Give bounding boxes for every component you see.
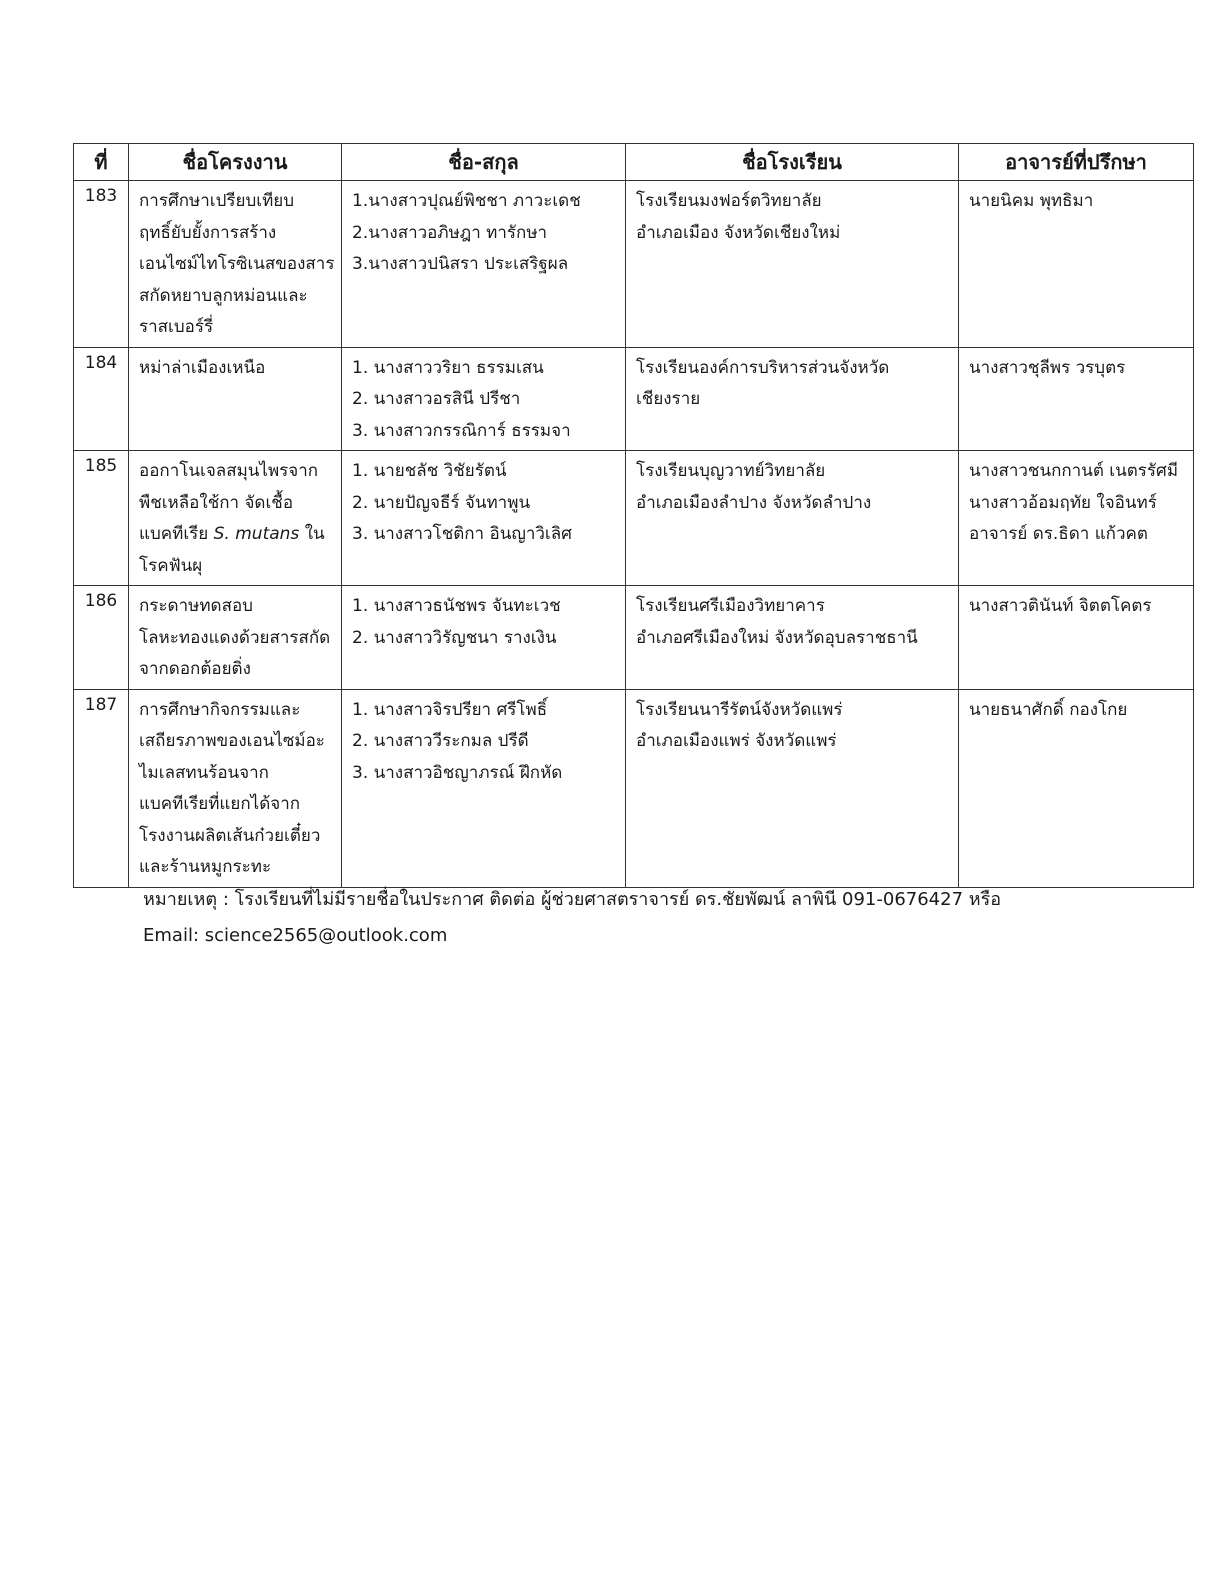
project-name-line: สกัดหยาบลูกหม่อนและ bbox=[139, 285, 308, 306]
school-line: อำเภอศรีเมืองใหม่ จังหวัดอุบลราชธานี bbox=[636, 627, 918, 648]
project-name-text: แบคทีเรีย bbox=[139, 524, 214, 544]
project-list-sheet bbox=[73, 143, 1193, 888]
project-name-cell bbox=[129, 689, 342, 887]
project-name-line: ออกาโนเจลสมุนไพรจาก bbox=[139, 461, 319, 481]
member-name: 2. นายปัญจธีร์ จันทาพูน bbox=[352, 492, 531, 513]
member-name: 1.นางสาวปุณย์พิชชา ภาวะเดช bbox=[352, 191, 581, 211]
project-name-line: ฤทธิ์ยับยั้งการสร้าง bbox=[139, 222, 277, 243]
header-advisor: อาจารย์ที่ปรึกษา bbox=[959, 144, 1194, 181]
header-school: ชื่อโรงเรียน bbox=[626, 144, 959, 181]
member-name: 2. นางสาววิรัญชนา รางเงิน bbox=[352, 627, 557, 648]
project-name-cell bbox=[129, 181, 342, 348]
project-name-cell bbox=[129, 347, 342, 451]
school-line: โรงเรียนบุญวาทย์วิทยาลัย bbox=[636, 461, 826, 481]
row-number: 187 bbox=[74, 689, 129, 887]
member-name: 3. นางสาวโชติกา อินญาวิเลิศ bbox=[352, 524, 572, 544]
header-members: ชื่อ-สกุล bbox=[342, 144, 626, 181]
member-name: 2. นางสาวอรสินี ปรีชา bbox=[352, 389, 521, 409]
project-name-line: ไมเลสทนร้อนจาก bbox=[139, 762, 269, 783]
advisor-cell bbox=[959, 347, 1194, 451]
member-name: 1. นางสาวธนัชพร จันทะเวช bbox=[352, 596, 561, 616]
project-name-line bbox=[139, 519, 333, 551]
members-cell bbox=[342, 586, 626, 690]
table-row bbox=[74, 181, 1194, 348]
project-name-line: กระดาษทดสอบ bbox=[139, 596, 253, 616]
project-name-line: เสถียรภาพของเอนไซม์อะ bbox=[139, 731, 325, 751]
table-row bbox=[74, 347, 1194, 451]
advisor-name: นายธนาศักดิ์ กองโกย bbox=[969, 699, 1128, 720]
project-name-line: เอนไซม์ไทโรซิเนสของสาร bbox=[139, 254, 335, 274]
row-number: 184 bbox=[74, 347, 129, 451]
row-number: 186 bbox=[74, 586, 129, 690]
project-name-line: และร้านหมูกระทะ bbox=[139, 857, 272, 877]
advisor-name: นางสาวชนกกานต์ เนตรรัศมี bbox=[969, 461, 1179, 481]
project-name-line: การศึกษาเปรียบเทียบ bbox=[139, 191, 295, 211]
school-line: โรงเรียนมงฟอร์ตวิทยาลัย bbox=[636, 191, 822, 211]
row-number: 183 bbox=[74, 181, 129, 348]
members-cell bbox=[342, 347, 626, 451]
advisor-cell bbox=[959, 451, 1194, 586]
member-name: 3. นางสาวกรรณิการ์ ธรรมจา bbox=[352, 420, 571, 441]
advisor-cell bbox=[959, 181, 1194, 348]
school-cell bbox=[626, 347, 959, 451]
project-name-line: แบคทีเรียที่แยกได้จาก bbox=[139, 794, 301, 814]
project-name-line: การศึกษากิจกรรมและ bbox=[139, 699, 301, 720]
advisor-name: นางสาวตินันท์ จิตตโคตร bbox=[969, 596, 1152, 616]
project-name-line: หม่าล่าเมืองเหนือ bbox=[139, 357, 266, 378]
school-cell bbox=[626, 689, 959, 887]
school-line: โรงเรียนศรีเมืองวิทยาคาร bbox=[636, 596, 825, 616]
school-cell bbox=[626, 586, 959, 690]
advisor-name: นายนิคม พุทธิมา bbox=[969, 191, 1094, 211]
footnote bbox=[143, 882, 1143, 954]
school-line: อำเภอเมืองแพร่ จังหวัดแพร่ bbox=[636, 731, 837, 751]
advisor-name: นางสาวชุลีพร วรบุตร bbox=[969, 357, 1126, 378]
project-name-text: ใน bbox=[299, 524, 325, 544]
advisor-cell bbox=[959, 586, 1194, 690]
project-table bbox=[73, 143, 1194, 888]
school-line: เชียงราย bbox=[636, 389, 701, 409]
school-line: อำเภอเมือง จังหวัดเชียงใหม่ bbox=[636, 222, 841, 243]
member-name: 3.นางสาวปนิสรา ประเสริฐผล bbox=[352, 254, 569, 274]
advisor-name: นางสาวอ้อมฤทัย ใจอินทร์ bbox=[969, 492, 1157, 513]
member-name: 2. นางสาววีระกมล ปรีดี bbox=[352, 731, 529, 751]
school-cell bbox=[626, 451, 959, 586]
school-line: โรงเรียนนารีรัตน์จังหวัดแพร่ bbox=[636, 699, 843, 720]
row-number: 185 bbox=[74, 451, 129, 586]
species-name: S. mutans bbox=[213, 524, 300, 544]
member-name: 1. นายชลัช วิชัยรัตน์ bbox=[352, 461, 507, 481]
project-name-line: โรคฟันผุ bbox=[139, 555, 203, 576]
table-row bbox=[74, 689, 1194, 887]
member-name: 1. นางสาววริยา ธรรมเสน bbox=[352, 357, 544, 378]
members-cell bbox=[342, 689, 626, 887]
table-header-row bbox=[74, 144, 1194, 181]
school-line: โรงเรียนองค์การบริหารส่วนจังหวัด bbox=[636, 357, 890, 378]
members-cell bbox=[342, 451, 626, 586]
project-name-line: โลหะทองแดงด้วยสารสกัด bbox=[139, 627, 331, 648]
table-row bbox=[74, 451, 1194, 586]
advisor-name: อาจารย์ ดร.ธิดา แก้วคต bbox=[969, 524, 1148, 544]
school-cell bbox=[626, 181, 959, 348]
member-name: 1. นางสาวจิรปรียา ศรีโพธิ์ bbox=[352, 699, 548, 720]
members-cell bbox=[342, 181, 626, 348]
project-name-line: โรงงานผลิตเส้นก๋วยเตี๋ยว bbox=[139, 825, 321, 846]
school-line: อำเภอเมืองลำปาง จังหวัดลำปาง bbox=[636, 492, 872, 513]
project-name-cell bbox=[129, 451, 342, 586]
project-name-line: พืชเหลือใช้กา จัดเชื้อ bbox=[139, 492, 294, 513]
advisor-cell bbox=[959, 689, 1194, 887]
footnote-email: Email: science2565@outlook.com bbox=[143, 925, 448, 946]
project-name-line: ราสเบอร์รี่ bbox=[139, 317, 214, 337]
member-name: 3. นางสาวอิชญาภรณ์ ฝึกหัด bbox=[352, 762, 563, 783]
table-row bbox=[74, 586, 1194, 690]
header-project: ชื่อโครงงาน bbox=[129, 144, 342, 181]
header-no: ที่ bbox=[74, 144, 129, 181]
project-name-cell bbox=[129, 586, 342, 690]
footnote-contact: หมายเหตุ : โรงเรียนที่ไม่มีรายชื่อในประกาศ ติดต่อ ผู้ช่วยศาสตราจารย์ ดร.ชัยพัฒน์ ลาพินี 091-0676427 หรือ bbox=[143, 889, 1002, 910]
project-name-line: จากดอกต้อยติ่ง bbox=[139, 659, 251, 679]
member-name: 2.นางสาวอภิษฎา ทารักษา bbox=[352, 222, 548, 243]
